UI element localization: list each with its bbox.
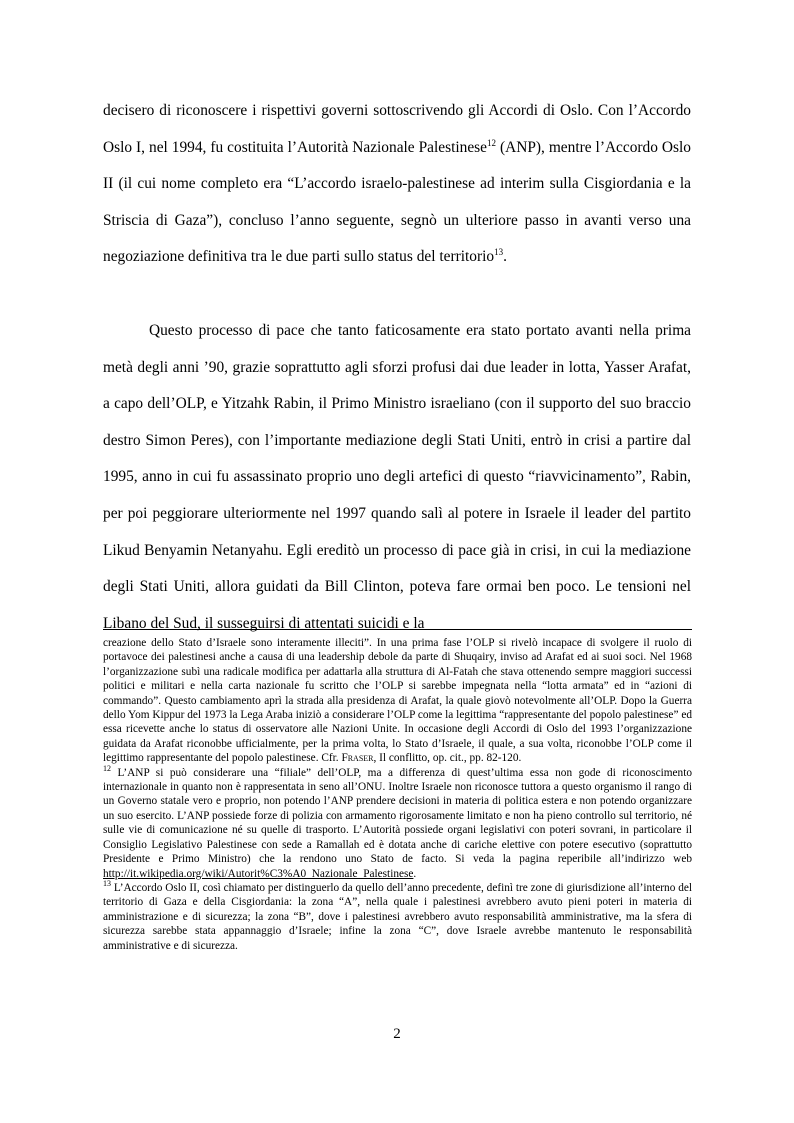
footnotes bbox=[103, 636, 692, 953]
footnote-number: 12 bbox=[103, 763, 111, 773]
footnote-separator bbox=[103, 629, 692, 630]
footnote-continuation: creazione dello Stato d’Israele sono interamente illeciti”. In una prima fase l’OLP si rivelò incapace di svolgere il ruolo di portavoce dei palestinesi anche a causa di una leadership debole da parte di Shuqairy, inviso ad Arafat ed ai suoi soci. Nel 1968 l’organizzazione subì una radicale modifica per adattarla alla struttura di Al-Fatah che stava ottenendo sempre maggiori successi politici e militari e nella carta nazionale fu scritto che l’OLP si sarebbe impegnata nella “lotta armata” ed in “azioni di commando”. Questo cambiamento aprì la strada alla presidenza di Arafat, la quale giovò notevolmente all’OLP. Dopo la Guerra dello Yom Kippur del 1973 la Lega Araba iniziò a considerare l’OLP come la legittima “rappresentante del popolo palestinese” ed essa ricevette anche lo status di osservatore alle Nazioni Unite. In occasione degli Accordi di Oslo del 1993 l’organizzazione guidata da Arafat riconobbe ufficialmente, per la prima volta, lo Stato d’Israele, il quale, a sua volta, riconobbe l’OLP come il legittimo rappresentante del popolo palestinese. Cfr. Fraser, Il conflitto, op. cit., pp. 82-120. bbox=[103, 637, 692, 765]
paragraph-2: Questo processo di pace che tanto faticosamente era stato portato avanti nella prima metà degli anni ’90, grazie soprattutto agli sforzi profusi dai due leader in lotta, Yasser Arafat, a capo dell’OLP, e Yitzahk Rabin, il Primo Ministro israeliano (con il supporto del suo braccio destro Simon Peres), con l’importante mediazione degli Stati Uniti, entrò in crisi a partire dal 1995, anno in cui fu assassinato proprio uno degli artefici di questo “riavvicinamento”, Rabin, per poi peggiorare ulteriormente nel 1997 quando salì al potere in Israele il leader del partito Likud Benyamin Netanyahu. Egli ereditò un processo di pace già in crisi, in cui la mediazione degli Stati Uniti, allora guidati da Bill Clinton, poteva fare ormai ben poco. Le tensioni nel Libano del Sud, il susseguirsi di attentati suicidi e la bbox=[103, 321, 691, 632]
wikipedia-link[interactable]: http://it.wikipedia.org/wiki/Autorit%C3%A0_Nazionale_Palestinese bbox=[103, 867, 414, 880]
footnote-ref-13[interactable]: 13 bbox=[494, 247, 504, 258]
paragraph-1: decisero di riconoscere i rispettivi governi sottoscrivendo gli Accordi di Oslo. Con l’Accordo Oslo I, nel 1994, fu costituita l’Autorità Nazionale Palestinese$^{12}$ (ANP), mentre l’Accordo Oslo II (il cui nome completo era “L’accordo israelo-palestinese ad interim sulla Cisgiordania e la Striscia di Gaza”), concluso l’anno seguente, segnò un ulteriore passo in avanti verso una negoziazione definitiva tra le due parti sullo status del territorio$^{13}$. bbox=[103, 102, 691, 266]
author-name: Fraser bbox=[341, 752, 374, 765]
page-number: 2 bbox=[393, 1026, 401, 1042]
footnote-ref-12[interactable]: 12 bbox=[487, 137, 496, 148]
body-text bbox=[103, 93, 691, 642]
footnote-number: 13 bbox=[103, 879, 111, 889]
footnote-12: $^{12}$ L’ANP si può considerare una “filiale” dell’OLP, ma a differenza di quest’ultima essa non gode di riconoscimento internazionale in quanto non è rappresentata in seno all’ONU. Inoltre Israele non riconosce tuttora a questo organismo il rango di un Governo statale vero e proprio, non potendo l’ANP prendere decisioni in materia di politica estera e non potendo organizzare un suo esercito. L’ANP possiede forze di polizia con armamento rigorosamente limitato e non ha pieno controllo sul territorio, né sulle vie di comunicazione né su quelle di trasporto. L’Autorità possiede organi legislativi con poteri sovrani, in particolare il Consiglio Legislativo Palestinese con sede a Ramallah ed è dotata anche di cariche elettive con potere esecutivo (soprattutto Presidente e Primo Ministro) che la rendono uno Stato de facto. Si veda la pagina reperibile all’indirizzo web http://it.wikipedia.org/wiki/Autorit%C3%A0_Nazionale_Palestinese. bbox=[103, 763, 692, 880]
footnote-13: $^{13}$ L’Accordo Oslo II, così chiamato per distinguerlo da quello dell’anno precedente, definì tre zone di giurisdizione all’interno del territorio di Gaza e della Cisgiordania: la zona “A”, nella quale i palestinesi avrebbero avuto pieni poteri in materia di amministrazione e di sicurezza; la zona “B”, dove i palestinesi avrebbero avuto responsabilità amministrative, ma la sfera di sicurezza sarebbe stata appannaggio d’Israele; infine la zona “C”, dove Israele avrebbe mantenuto le responsabilità amministrative e di sicurezza. bbox=[103, 879, 692, 952]
